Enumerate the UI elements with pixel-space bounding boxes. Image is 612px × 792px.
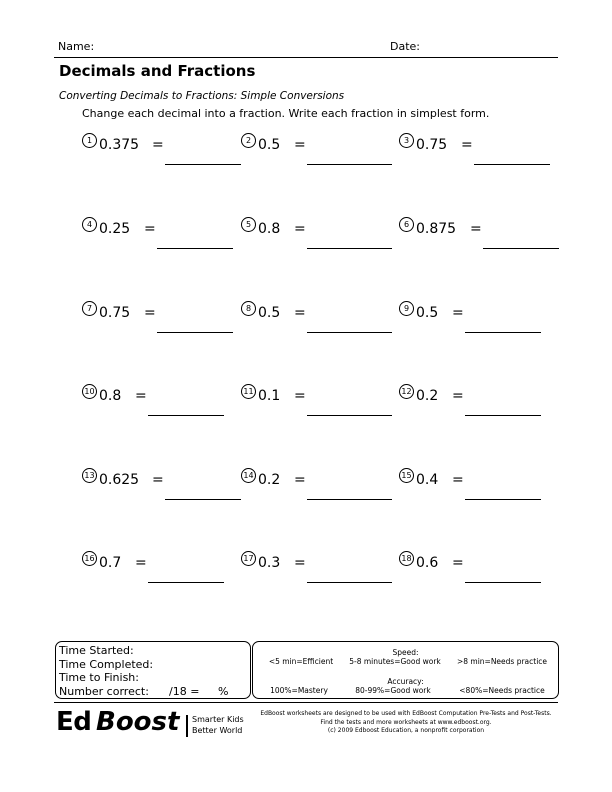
footer-legal bbox=[256, 710, 556, 736]
answer-blank[interactable] bbox=[483, 248, 559, 249]
decimal-value: 0.2 bbox=[416, 388, 439, 404]
answer-blank[interactable] bbox=[465, 582, 541, 583]
equals-sign: = bbox=[452, 555, 464, 571]
speed-efficient: <5 min=Efficient bbox=[268, 657, 334, 666]
out-of-label: /18 = bbox=[169, 685, 200, 698]
problem-12 bbox=[399, 384, 549, 416]
tagline-line-2: Better World bbox=[192, 726, 243, 735]
problem-number: 7 bbox=[82, 301, 97, 316]
answer-blank[interactable] bbox=[465, 415, 541, 416]
logo-tagline bbox=[186, 715, 246, 737]
accuracy-mastery: 100%=Mastery bbox=[270, 686, 328, 695]
decimal-value: 0.4 bbox=[416, 472, 439, 488]
equals-sign: = bbox=[135, 555, 147, 571]
answer-blank[interactable] bbox=[307, 415, 392, 416]
problem-number: 6 bbox=[399, 217, 414, 232]
equals-sign: = bbox=[152, 472, 164, 488]
answer-blank[interactable] bbox=[165, 499, 241, 500]
problem-number: 13 bbox=[82, 468, 97, 483]
decimal-value: 0.625 bbox=[99, 472, 140, 488]
decimal-value: 0.7 bbox=[99, 555, 122, 571]
equals-sign: = bbox=[294, 221, 306, 237]
equals-sign: = bbox=[294, 472, 306, 488]
equals-sign: = bbox=[452, 388, 464, 404]
problem-16 bbox=[82, 551, 232, 583]
equals-sign: = bbox=[294, 305, 306, 321]
equals-sign: = bbox=[152, 137, 164, 153]
number-correct-label: Number correct: bbox=[59, 685, 149, 698]
decimal-value: 0.5 bbox=[258, 305, 281, 321]
decimal-value: 0.3 bbox=[258, 555, 281, 571]
problem-number: 4 bbox=[82, 217, 97, 232]
problem-number: 17 bbox=[241, 551, 256, 566]
equals-sign: = bbox=[294, 555, 306, 571]
problem-14 bbox=[241, 468, 391, 500]
answer-blank[interactable] bbox=[157, 248, 233, 249]
decimal-value: 0.6 bbox=[416, 555, 439, 571]
answer-blank[interactable] bbox=[165, 164, 241, 165]
equals-sign: = bbox=[470, 221, 482, 237]
problem-number: 18 bbox=[399, 551, 414, 566]
answer-blank[interactable] bbox=[474, 164, 550, 165]
legal-line-3: (c) 2009 Edboost Education, a nonprofit corporation bbox=[327, 727, 485, 734]
header-rule bbox=[54, 57, 558, 58]
time-started-label: Time Started: bbox=[59, 644, 134, 657]
logo-ed: Ed bbox=[56, 707, 92, 737]
equals-sign: = bbox=[135, 388, 147, 404]
problem-1 bbox=[82, 133, 232, 165]
accuracy-good: 80-99%=Good work bbox=[355, 686, 431, 695]
rubric-box bbox=[252, 641, 559, 699]
problem-17 bbox=[241, 551, 391, 583]
decimal-value: 0.2 bbox=[258, 472, 281, 488]
accuracy-needs-practice: <80%=Needs practice bbox=[459, 686, 545, 695]
answer-blank[interactable] bbox=[465, 499, 541, 500]
decimal-value: 0.875 bbox=[416, 221, 457, 237]
problem-9 bbox=[399, 301, 549, 333]
problem-11 bbox=[241, 384, 391, 416]
equals-sign: = bbox=[452, 472, 464, 488]
problem-number: 5 bbox=[241, 217, 256, 232]
answer-blank[interactable] bbox=[307, 164, 392, 165]
decimal-value: 0.8 bbox=[258, 221, 281, 237]
legal-line-2: Find the tests and more worksheets at www.edboost.org. bbox=[320, 718, 492, 726]
problem-18 bbox=[399, 551, 549, 583]
problem-number: 14 bbox=[241, 468, 256, 483]
time-completed-label: Time Completed: bbox=[59, 658, 154, 671]
tagline-line-1: Smarter Kids bbox=[192, 715, 244, 724]
decimal-value: 0.75 bbox=[416, 137, 448, 153]
answer-blank[interactable] bbox=[307, 332, 392, 333]
answer-blank[interactable] bbox=[148, 582, 224, 583]
name-label: Name: bbox=[58, 40, 95, 53]
decimal-value: 0.375 bbox=[99, 137, 140, 153]
problem-13 bbox=[82, 468, 232, 500]
worksheet-title: Decimals and Fractions bbox=[59, 62, 256, 80]
answer-blank[interactable] bbox=[307, 248, 392, 249]
equals-sign: = bbox=[144, 221, 156, 237]
speed-good: 5-8 minutes=Good work bbox=[349, 657, 441, 666]
equals-sign: = bbox=[461, 137, 473, 153]
tracking-box bbox=[55, 641, 251, 699]
problem-number: 12 bbox=[399, 384, 414, 399]
decimal-value: 0.1 bbox=[258, 388, 281, 404]
decimal-value: 0.25 bbox=[99, 221, 131, 237]
problem-number: 11 bbox=[241, 384, 256, 399]
instructions: Change each decimal into a fraction. Write each fraction in simplest form. bbox=[82, 107, 490, 120]
answer-blank[interactable] bbox=[307, 499, 392, 500]
equals-sign: = bbox=[294, 388, 306, 404]
decimal-value: 0.5 bbox=[258, 137, 281, 153]
problem-number: 1 bbox=[82, 133, 97, 148]
decimal-value: 0.8 bbox=[99, 388, 122, 404]
problem-4 bbox=[82, 217, 232, 249]
worksheet-subtitle: Converting Decimals to Fractions: Simple Conversions bbox=[59, 90, 345, 102]
problem-number: 3 bbox=[399, 133, 414, 148]
problem-2 bbox=[241, 133, 391, 165]
answer-blank[interactable] bbox=[465, 332, 541, 333]
problem-5 bbox=[241, 217, 391, 249]
equals-sign: = bbox=[294, 137, 306, 153]
problem-number: 9 bbox=[399, 301, 414, 316]
equals-sign: = bbox=[452, 305, 464, 321]
answer-blank[interactable] bbox=[307, 582, 392, 583]
problem-number: 15 bbox=[399, 468, 414, 483]
accuracy-title: Accuracy: bbox=[387, 677, 424, 686]
time-to-finish-label: Time to Finish: bbox=[59, 671, 139, 684]
speed-needs-practice: >8 min=Needs practice bbox=[456, 657, 548, 666]
problem-number: 2 bbox=[241, 133, 256, 148]
decimal-value: 0.75 bbox=[99, 305, 131, 321]
problem-8 bbox=[241, 301, 391, 333]
logo-boost: Boost bbox=[96, 707, 180, 737]
problem-number: 8 bbox=[241, 301, 256, 316]
footer-rule bbox=[54, 702, 558, 703]
problem-number: 10 bbox=[82, 384, 97, 399]
problem-15 bbox=[399, 468, 549, 500]
answer-blank[interactable] bbox=[148, 415, 224, 416]
problem-10 bbox=[82, 384, 232, 416]
problem-7 bbox=[82, 301, 232, 333]
equals-sign: = bbox=[144, 305, 156, 321]
answer-blank[interactable] bbox=[157, 332, 233, 333]
percent-sign: % bbox=[218, 685, 229, 698]
problem-number: 16 bbox=[82, 551, 97, 566]
date-label: Date: bbox=[390, 40, 420, 53]
problem-6 bbox=[399, 217, 549, 249]
speed-title: Speed: bbox=[392, 648, 419, 657]
problem-3 bbox=[399, 133, 549, 165]
decimal-value: 0.5 bbox=[416, 305, 439, 321]
legal-line-1: EdBoost worksheets are designed to be used with EdBoost Computation Pre-Tests and Post-Tests. bbox=[260, 710, 552, 717]
